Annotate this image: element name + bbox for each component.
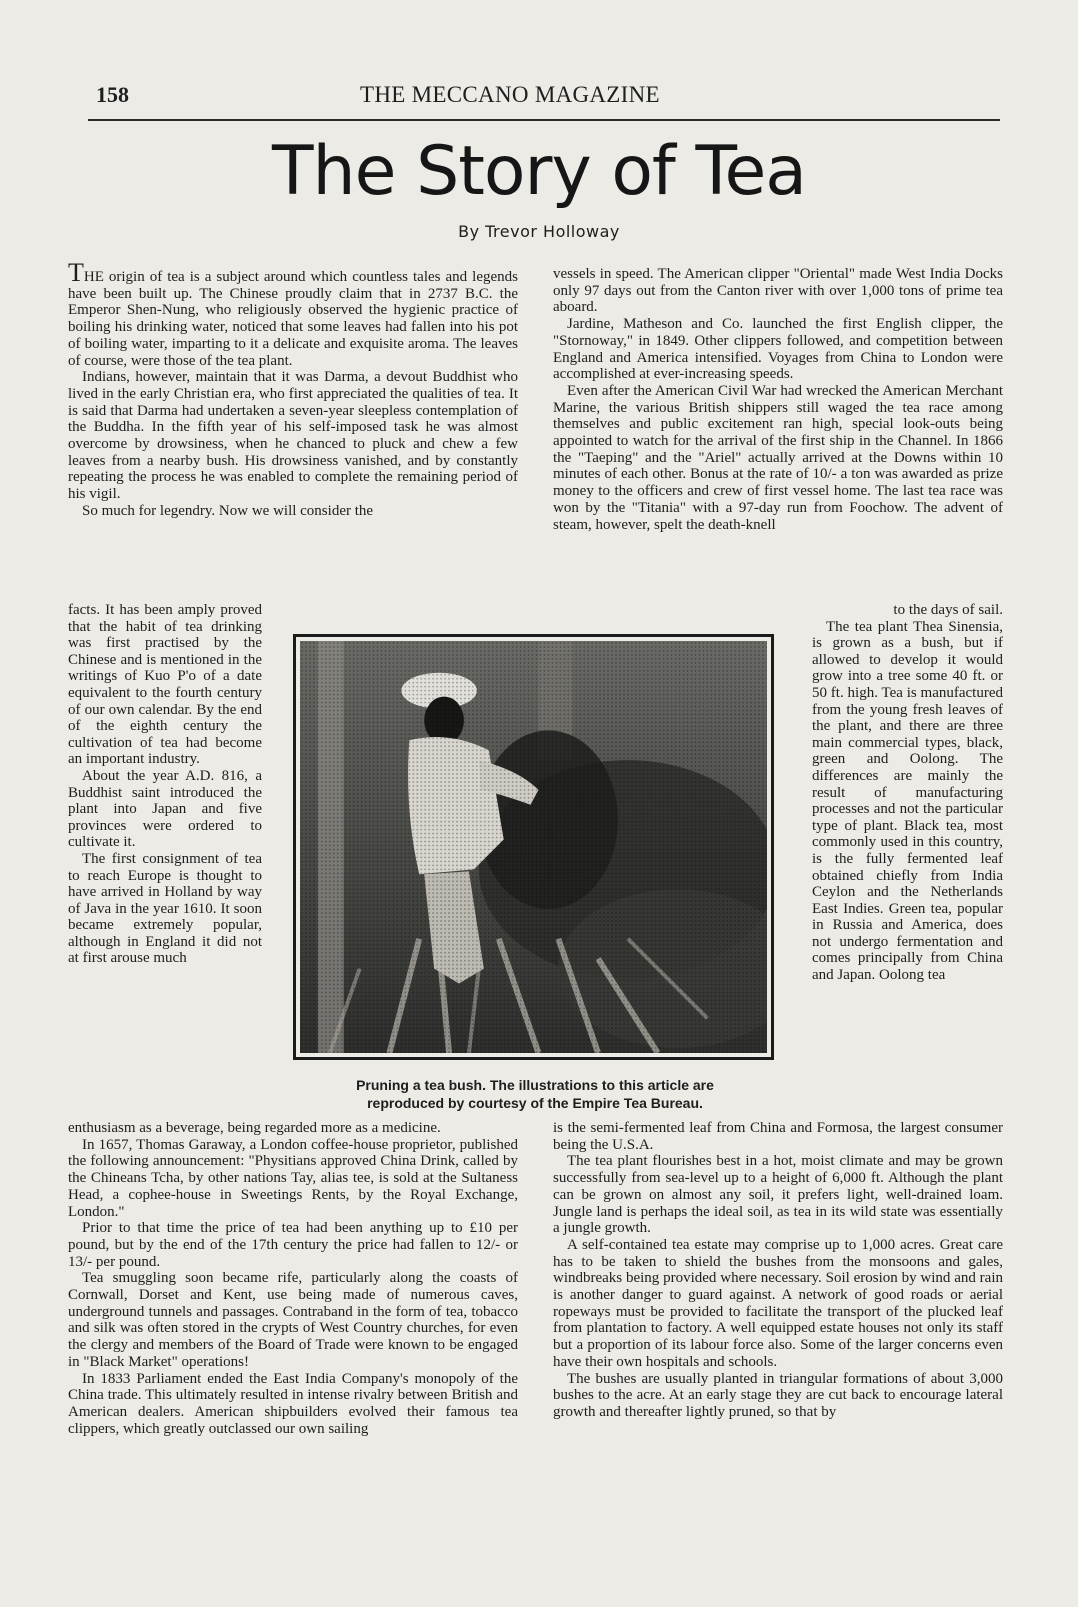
photo-illustration (300, 641, 767, 1053)
paragraph: The tea plant flourishes best in a hot, moist climate and may be grown successfully from sea-level up to a height of 6,000 ft. Although the plant can be grown on almost any soil, it prefers light, well-drained loam. Jungle land is perhaps the ideal soil, as tea in its wild state was essentially a jungle growth. (553, 1153, 1003, 1237)
right-column-top (553, 266, 1003, 533)
paragraph: A self-contained tea estate may comprise up to 1,000 acres. Great care has to be taken to shield the bushes from the monsoons and gales, windbreaks being provided where necessary. Soil erosion by wind and rain is another danger to guard against. A network of good roads or aerial ropeways must be provided to facilitate the transport of the plucked leaf from plantation to factory. A well equipped estate houses not only its staff but a proportion of its labour force also. Some of the larger concerns even have their own hospitals and schools. (553, 1236, 1003, 1370)
paragraph: vessels in speed. The American clipper "Oriental" made West India Docks only 97 days out from the Canton river with over 1,000 tons of prime tea aboard. (553, 266, 1003, 316)
photo-caption (285, 1076, 785, 1112)
paragraph: to the days of sail. (893, 602, 1003, 618)
paragraph: In 1833 Parliament ended the East India Company's monopoly of the China trade. This ultimately resulted in intense rivalry between British and American dealers. American shipbuilders evolved their famous tea clippers, which greatly outclassed our own sailing (68, 1370, 518, 1437)
paragraph: facts. It has been amply proved that the habit of tea drinking was first practised by the Chinese and is mentioned in the writings of Kuo P'o of a date equivalent to the fourth century of our own calendar. By the end of the eighth century the cultivation of tea had become an important industry. (68, 602, 262, 768)
paragraph: Jardine, Matheson and Co. launched the first English clipper, the "Stornoway," in 1849. Other clippers followed, and competition between England and America intensified. Voyages from China to London were accomplished at ever-increasing speeds. (553, 316, 1003, 383)
tea-pruning-photo (293, 634, 774, 1060)
caption-line: Pruning a tea bush. The illustrations to this article are (356, 1077, 714, 1093)
right-column-narrow (812, 602, 1003, 984)
paragraph: Prior to that time the price of tea had been anything up to £10 per pound, but by the end of the 17th century the price had fallen to 12/- or 13/- per pound. (68, 1220, 518, 1270)
paragraph: About the year A.D. 816, a Buddhist saint introduced the plant into Japan and five provinces were ordered to cultivate it. (68, 767, 262, 851)
header-rule (88, 119, 1000, 121)
paragraph: Even after the American Civil War had wrecked the American Merchant Marine, the various British shippers still waged the tea race among themselves and public excitement ran high, special look-outs being appointed to watch for the arrival of the first ship in the Channel. In 1866 the "Taeping" and the "Ariel" actually arrived at the Downs within 10 minutes of each other. Bonus at the rate of 10/- a ton was awarded as prize money to the officers and crew of first vessel home. The last tea race was won by the "Titania" with a 97-day run from Foochow. The advent of steam, however, spelt the death-knell (553, 382, 1003, 533)
paragraph: The tea plant Thea Sinensia, is grown as a bush, but if allowed to develop it would grow into a tree some 40 ft. or 50 ft. high. Tea is manufactured from the young fresh leaves of the plant, and there are three main commercial types, black, green and Oolong. The differences are mainly the result of manufacturing processes and not the particular type of plant. Black tea, most commonly used in this country, is the fully fermented leaf obtained chiefly from India Ceylon and the Netherlands East Indies. Green tea, popular in Russia and America, does not undergo fermentation and comes principally from China and Japan. Oolong tea (812, 618, 1003, 984)
caption-line: reproduced by courtesy of the Empire Tea Bureau. (367, 1095, 703, 1111)
right-column-bottom (553, 1120, 1003, 1421)
paragraph: Indians, however, maintain that it was Darma, a devout Buddhist who lived in the early Christian era, who first appreciated the qualities of tea. It is said that Darma had undertaken a seven-year sleepless contemplation of the Buddha. In the fifth year of his self-imposed task he was almost overcome by drowsiness, when he chanced to pluck and chew a few leaves from a nearby bush. His drowsiness vanished, and by constantly repeating the process he was enabled to complete the remaining period of his vigil. (68, 369, 518, 503)
paragraph: enthusiasm as a beverage, being regarded more as a medicine. (68, 1120, 441, 1136)
paragraph: So much for legendry. Now we will consider the (82, 502, 374, 519)
paragraph: Tea smuggling soon became rife, particularly along the coasts of Cornwall, Dorset and Kent, use being made of numerous caves, underground tunnels and passages. Contraband in the form of tea, tobacco and silk was often stored in the crypts of West Country churches, for even the clergy and members of the Board of Trade were known to be engaged in "Black Market" operations! (68, 1270, 518, 1370)
left-column-top (68, 258, 518, 520)
magazine-title: THE MECCANO MAGAZINE (360, 82, 660, 107)
paragraph: In 1657, Thomas Garaway, a London coffee-house proprietor, published the following announcement: "Physitians approved China Drink, called by the Chineans Tcha, by other nations Tay, alias tee, is sold at the Sultaness Head, a cophee-house in Sweetings Rents, by the Royal Exchange, London." (68, 1136, 518, 1220)
article-byline: By Trevor Holloway (458, 222, 620, 241)
paragraph: THE origin of tea is a subject around which countless tales and legends have been built up. The Chinese proudly claim that in 2737 B.C. the Emperor Shen-Nung, who religiously observed the hygienic practice of boiling his drinking water, noticed that some leaves had fallen into his pot of boiling water, imparting to it a delicate and exquisite aroma. The leaves of course, were those of the tea plant. (68, 258, 518, 369)
drop-cap: T (68, 258, 84, 287)
paragraph: The bushes are usually planted in triangular formations of about 3,000 bushes to the acre. At an early stage they are cut back to encourage lateral growth and thereafter lightly pruned, so that by (553, 1370, 1003, 1420)
paragraph: The first consignment of tea to reach Europe is thought to have arrived in Holland by way of Java in the year 1610. It soon became extremely popular, although in England it did not at first arouse much (68, 850, 262, 967)
article-title: The Story of Tea (272, 132, 806, 211)
left-column-bottom (68, 1120, 518, 1437)
page-number: 158 (96, 82, 129, 107)
paragraph: is the semi-fermented leaf from China and Formosa, the largest consumer being the U.S.A. (553, 1120, 1003, 1153)
left-column-narrow (68, 602, 262, 967)
